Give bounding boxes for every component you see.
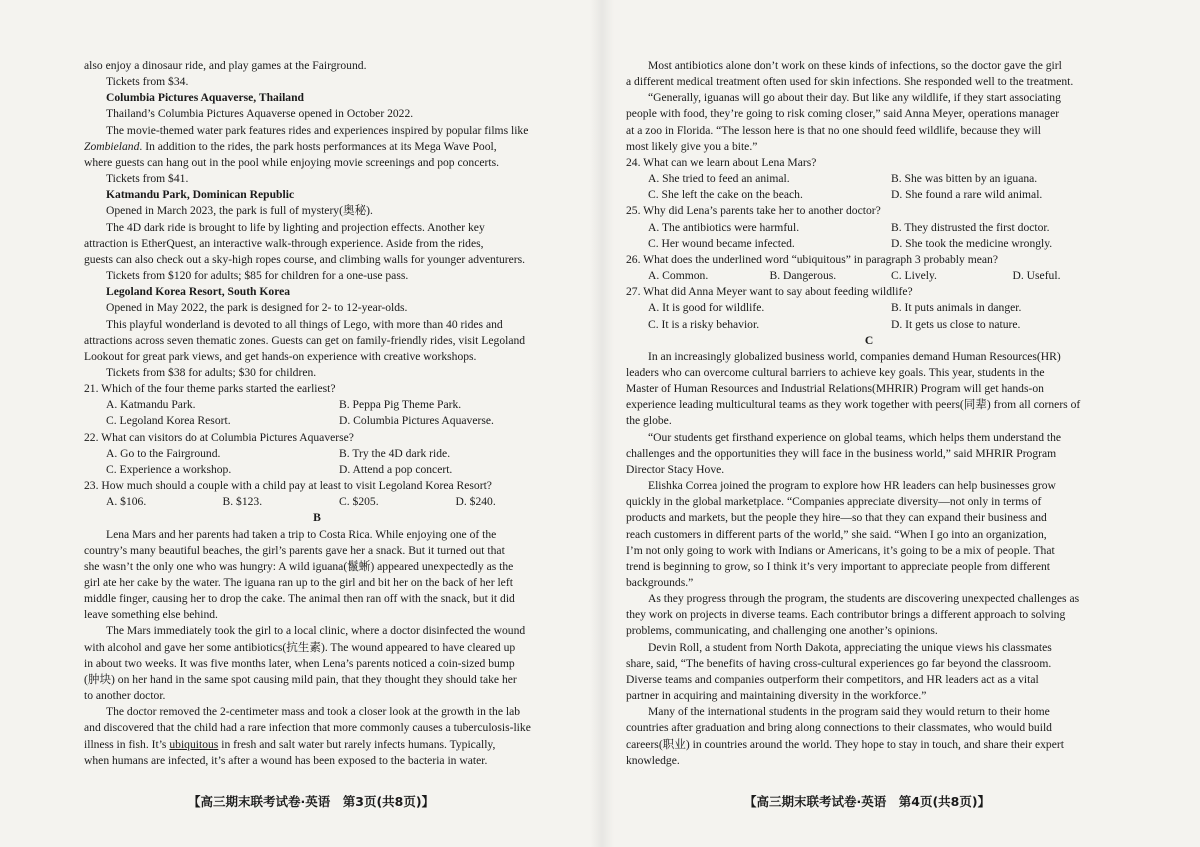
page-3-column [84,58,550,769]
ticket-price: Tickets from $38 for adults; $30 for children. [106,365,317,379]
text-line: Thailand’s Columbia Pictures Aquaverse opened in October 2022. [106,107,414,121]
text-line: Lena Mars and her parents had taken a trip to Costa Rica. While enjoying one of the [106,527,497,541]
text-line [84,737,550,753]
text-line: Most antibiotics alone don’t work on these kinds of infections, so the doctor gave the girl [648,59,1062,72]
text-line: also enjoy a dinosaur ride, and play games at the Fairground. [84,59,367,72]
option-a: A. Common. [648,269,709,283]
options-row [626,220,1112,236]
text-line: Master of Human Resources and Industrial Relations(MHRIR) Program will get hands-on [626,382,1044,396]
option-a: A. She tried to feed an animal. [648,172,790,186]
text-line: reach customers in different parts of the world,” she said. “When I go into an organization, [626,527,1047,541]
text-line: Devin Roll, a student from North Dakota, appreciating the unique views his classmates [648,640,1052,654]
park-heading: Katmandu Park, Dominican Republic [106,188,295,202]
text-line: partner in acquiring and maintaining diversity in the workforce.” [626,689,927,703]
text-line: products and markets, but the people they hire—so that they can expand their business and [626,511,1047,525]
text-line: most likely give you a bite.” [626,139,758,153]
option-c: C. Lively. [891,269,937,283]
question-26: 26. What does the underlined word “ubiquitous” in paragraph 3 probably mean? [626,252,998,266]
text-line: middle finger, causing her to drop the cake. The animal then ran off with the snack, but it did [84,592,515,606]
text-line: The doctor removed the 2-centimeter mass and took a closer look at the growth in the lab [106,705,521,719]
text-line: Elishka Correa joined the program to explore how HR leaders can help businesses grow [648,479,1056,493]
text-line: careers(职业) in countries around the world. They hope to stay in touch, and share their expert [626,737,1064,751]
option-b: B. She was bitten by an iguana. [891,172,1038,186]
option-c: C. Her wound became infected. [648,236,795,250]
option-b: B. Dangerous. [769,269,837,283]
text-fragment: . In addition to the rides, the park hosts performances at its Mega Wave Pool, [139,139,497,153]
option-a: A. The antibiotics were harmful. [648,220,800,234]
text-line: problems, communicating, and challenging one another’s opinions. [626,624,938,638]
text-line: backgrounds.” [626,576,694,589]
options-row [626,236,1112,252]
options-row [626,300,1112,316]
option-c: C. She left the cake on the beach. [648,188,803,202]
text-line: The movie-themed water park features rides and experiences inspired by popular films like [106,123,529,137]
options-row [84,397,550,413]
page-gutter [590,0,614,847]
options-row [84,494,550,510]
text-line: “Generally, iguanas will go about their day. But like any wildlife, if they start associating [648,91,1061,105]
film-title: Zombieland [84,139,140,153]
question-24: 24. What can we learn about Lena Mars? [626,155,817,169]
options-row [626,317,1112,333]
options-row [84,413,550,429]
ticket-price: Tickets from $41. [106,172,189,186]
options-row [84,462,550,478]
text-line: the globe. [626,414,672,428]
text-line: in about two weeks. It was five months later, when Lena’s parents noticed a coin-sized bump [84,656,515,670]
text-line: share, said, “The benefits of having cross-cultural experiences go far beyond the classroom. [626,656,1052,670]
text-line: Opened in May 2022, the park is designed for 2- to 12-year-olds. [106,301,408,315]
options-row [84,446,550,462]
text-line: Director Stacy Hove. [626,462,725,476]
underlined-word: ubiquitous [169,737,219,751]
page-4-footer: 【高三期末联考试卷·英语 第4页(共8页)】 [744,794,991,809]
text-line: leaders who can overcome cultural barriers to achieve key goals. This year, students in the [626,365,1045,379]
option-b: B. Peppa Pig Theme Park. [339,398,462,412]
text-line: guests can also check out a sky-high ropes course, and climbing walls for younger adventurers. [84,252,526,266]
park-heading: Legoland Korea Resort, South Korea [106,285,291,299]
text-line: at a zoo in Florida. “The lesson here is that no one should feed wildlife, because they will [626,123,1042,137]
question-21: 21. Which of the four theme parks started the earliest? [84,382,336,396]
text-line: “Our students get firsthand experience on global teams, which helps them understand the [648,430,1062,444]
option-d: D. $240. [455,495,496,509]
text-line: Diverse teams and companies outperform their competitors, and HR leaders act as a vital [626,672,1039,686]
text-line: attraction is EtherQuest, an interactive walk-through experience. Aside from the rides, [84,236,484,250]
text-fragment: in fresh and salt water but rarely infects humans. Typically, [218,737,496,751]
text-line: Many of the international students in the program said they would return to their home [648,705,1050,719]
option-b: B. $123. [222,495,263,509]
option-a: A. $106. [106,495,147,509]
text-line: leave something else behind. [84,608,218,622]
text-line: with alcohol and gave her some antibiotics(抗生素). The wound appeared to have cleared up [84,640,516,654]
option-b: B. Try the 4D dark ride. [339,446,451,460]
text-line: trend is beginning to grow, so I think it’s very important to appreciate people from different [626,559,1051,573]
text-line: where guests can hang out in the pool while enjoying movie screenings and pop concerts. [84,155,500,169]
text-line: quickly in the global marketplace. “Companies appreciate diversity—not only in terms of [626,495,1042,509]
text-line: The 4D dark ride is brought to life by lighting and projection effects. Another key [106,220,485,234]
option-a: A. It is good for wildlife. [648,301,765,315]
text-line: Lookout for great park views, and get hands-on experience with creative workshops. [84,349,477,363]
option-a: A. Katmandu Park. [106,398,196,412]
option-d: D. Useful. [1012,269,1061,283]
text-line: As they progress through the program, the students are discovering unexpected challenges as [648,592,1080,606]
text-line [84,139,550,155]
option-b: B. It puts animals in danger. [891,301,1022,315]
text-line: I’m not only going to work with Indians or Americans, it’s going to be a mix of people. That [626,543,1055,557]
section-c-heading: C [864,333,874,347]
park-heading: Columbia Pictures Aquaverse, Thailand [106,91,304,105]
text-line: people with food, they’re going to risk coming closer,” said Anna Meyer, operations manager [626,107,1060,121]
options-row [626,187,1112,203]
option-d: D. She took the medicine wrongly. [891,236,1053,250]
text-line: challenges and the opportunities they will face in the business world,” said MHRIR Program [626,446,1057,460]
option-d: D. She found a rare wild animal. [891,188,1043,202]
page-4-column [626,58,1112,769]
page-3-footer: 【高三期末联考试卷·英语 第3页(共8页)】 [188,794,435,809]
text-line: and discovered that the child had a rare infection that more commonly causes a tuberculosis-like [84,721,531,735]
option-c: C. It is a risky behavior. [648,317,760,331]
text-line: Opened in March 2023, the park is full of mystery(奥秘). [106,204,373,218]
text-line: a different medical treatment often used for skin infections. She responded well to the treatment. [626,75,1074,89]
text-line: The Mars immediately took the girl to a local clinic, where a doctor disinfected the wound [106,624,526,638]
text-line: when humans are infected, it’s after a wound has been exposed to the bacteria in water. [84,753,488,767]
option-b: B. They distrusted the first doctor. [891,220,1050,234]
option-d: D. Columbia Pictures Aquaverse. [339,414,494,428]
options-row [626,268,1112,284]
section-b-heading: B [313,511,321,525]
ticket-price: Tickets from $34. [106,75,189,89]
option-c: C. Legoland Korea Resort. [106,414,231,428]
text-line: attractions across seven thematic zones. Guests can get on family-friendly rides, visit Legoland [84,333,526,347]
text-line: they work on projects in diverse teams. Each contributor brings a different approach to solving [626,608,1066,622]
text-line: country’s many beautiful beaches, the girl’s parents gave her a snack. But it turned out that [84,543,505,557]
text-line: In an increasingly globalized business world, companies demand Human Resources(HR) [648,349,1061,363]
question-23: 23. How much should a couple with a child pay at least to visit Legoland Korea Resort? [84,479,492,493]
question-22: 22. What can visitors do at Columbia Pictures Aquaverse? [84,430,354,444]
text-line: (肿块) on her hand in the same spot causing mild pain, that they thought they should take her [84,672,517,686]
text-line: countries after graduation and bring along connections to their classmates, who would build [626,721,1052,735]
option-d: D. It gets us close to nature. [891,317,1021,331]
text-line: she wasn’t the only one who was hungry: A wild iguana(鬣蜥) appeared unexpectedly as the [84,559,514,573]
text-line: to another doctor. [84,689,166,703]
text-fragment: illness in fish. It’s [84,737,170,751]
question-25: 25. Why did Lena’s parents take her to another doctor? [626,204,881,218]
ticket-price: Tickets from $120 for adults; $85 for children for a one-use pass. [106,269,409,283]
question-27: 27. What did Anna Meyer want to say about feeding wildlife? [626,285,913,299]
option-a: A. Go to the Fairground. [106,446,221,460]
text-line: knowledge. [626,753,680,767]
option-c: C. $205. [339,495,379,509]
text-line: girl ate her cake by the water. The iguana ran up to the girl and bit her on the back of her left [84,576,513,589]
option-c: C. Experience a workshop. [106,462,232,476]
text-line: This playful wonderland is devoted to all things of Lego, with more than 40 rides and [106,317,503,331]
option-d: D. Attend a pop concert. [339,462,453,476]
text-line: experience leading multicultural teams as they work together with peers(同辈) from all corners of [626,398,1081,412]
options-row [626,171,1112,187]
